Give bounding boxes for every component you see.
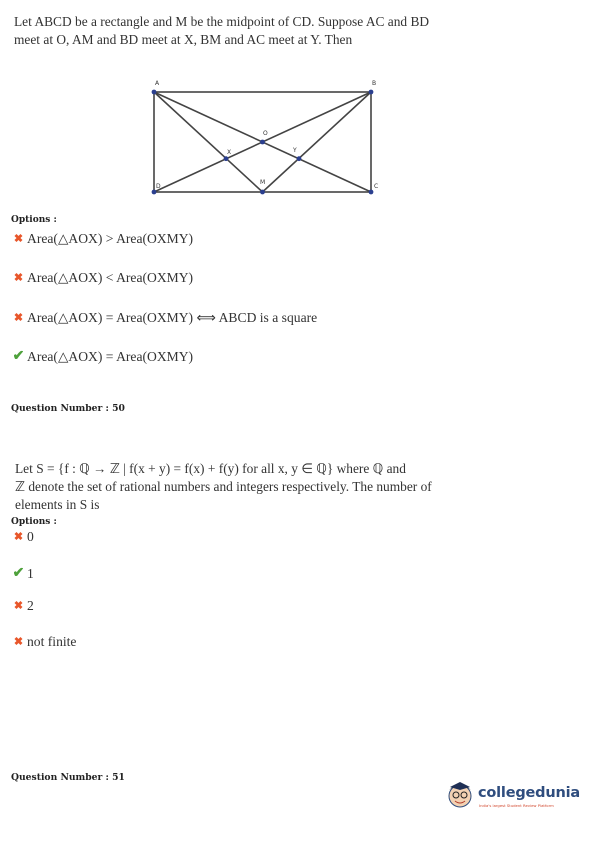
options-heading: Options :: [11, 517, 57, 527]
cross-icon: ✖: [13, 232, 24, 245]
collegedunia-logo[interactable]: [446, 776, 580, 816]
cross-icon: ✖: [13, 635, 24, 648]
option-4[interactable]: [12, 634, 76, 650]
question-number: Question Number : 50: [11, 403, 125, 414]
cross-icon: ✖: [13, 599, 24, 612]
option-text: not finite: [27, 634, 77, 649]
statement-line: Let S = {f : ℚ → ℤ | f(x + y) = f(x) + f(y) for all x, y ∈ ℚ} where ℚ and: [15, 461, 406, 476]
option-text: 1: [27, 566, 34, 581]
label-d: D: [156, 183, 161, 190]
point-o: [260, 140, 265, 145]
option-3[interactable]: [12, 598, 34, 614]
point-b: [369, 90, 374, 95]
label-c: C: [374, 183, 379, 190]
point-d: [152, 190, 157, 195]
label-x: X: [227, 149, 232, 156]
option-text: Area(△AOX) = Area(OXMY) ⟺ ABCD is a square: [27, 310, 318, 325]
point-y: [297, 156, 302, 161]
label-m: M: [260, 179, 266, 186]
option-4[interactable]: [12, 349, 193, 365]
point-c: [369, 190, 374, 195]
check-icon: ✔: [12, 349, 25, 364]
label-y: Y: [293, 147, 297, 154]
statement-line: elements in S is: [15, 497, 100, 512]
cross-icon: ✖: [13, 311, 24, 324]
rectangle-figure: [0, 0, 595, 260]
option-1[interactable]: [12, 231, 193, 247]
option-text: Area(△AOX) > Area(OXMY): [27, 231, 194, 246]
statement-line: Let ABCD be a rectangle and M be the midpoint of CD. Suppose AC and BD: [14, 14, 430, 29]
point-a: [152, 90, 157, 95]
option-text: Area(△AOX) = Area(OXMY): [27, 349, 194, 364]
mascot-icon: [446, 778, 476, 812]
option-text: Area(△AOX) < Area(OXMY): [27, 270, 194, 285]
question-number: Question Number : 51: [11, 772, 125, 783]
option-2[interactable]: [12, 566, 34, 582]
cross-icon: ✖: [13, 530, 24, 543]
option-text: 2: [27, 598, 34, 613]
cross-icon: ✖: [13, 271, 24, 284]
statement-line: meet at O, AM and BD meet at X, BM and AC meet at Y. Then: [14, 32, 353, 47]
label-o: O: [263, 130, 268, 137]
check-icon: ✔: [12, 566, 25, 581]
segment-am: [154, 92, 266, 192]
point-m: [260, 190, 265, 195]
point-x: [224, 156, 229, 161]
logo-wordmark: collegedunia: [478, 785, 580, 801]
option-2[interactable]: [12, 270, 193, 286]
options-heading: Options :: [11, 215, 57, 225]
question-statement: [15, 460, 432, 514]
label-a: A: [155, 80, 160, 87]
option-text: 0: [27, 529, 34, 544]
logo-tagline: India's largest Student Review Platform: [479, 803, 554, 808]
statement-line: ℤ denote the set of rational numbers and integers respectively. The number of: [15, 479, 432, 494]
label-b: B: [372, 80, 377, 87]
option-3[interactable]: [12, 310, 317, 326]
segment-bm: [263, 92, 372, 192]
option-1[interactable]: [12, 529, 34, 545]
